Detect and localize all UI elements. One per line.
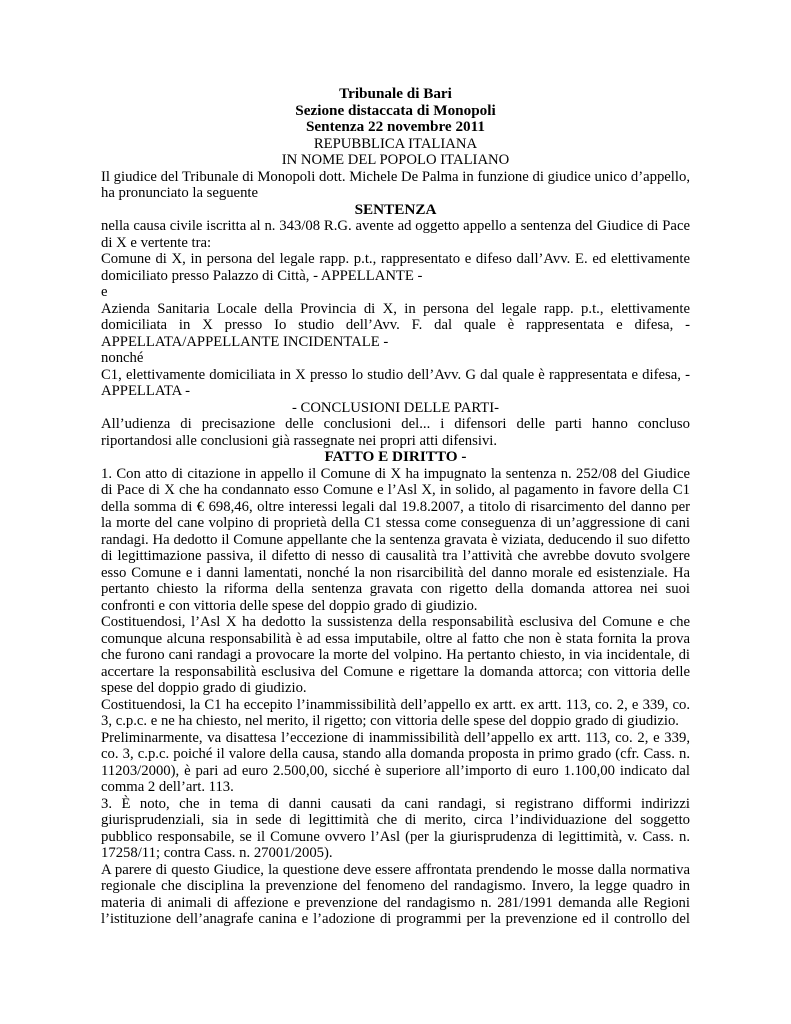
fatto-paragraph: Preliminarmente, va disattesa l’eccezione di inammissibilità dell’appello ex artt. 113, co. 2, e 339, co. 3, c.p.c. poiché il valore della causa, stando alla domanda proposta in primo grado (cfr. Cass. n. 11203/2000), è pari ad euro 2.500,00, sicché è superiore all’importo di euro 1.100,00 indicato dal comma 2 dell’art. 113. xyxy=(101,729,690,795)
conclusioni-paragraph: All’udienza di precisazione delle conclusioni del... i difensori delle parti hanno concluso riportandosi alle conclusioni già rassegnate nei propri atti difensivi. xyxy=(101,416,690,449)
intro-paragraph: Il giudice del Tribunale di Monopoli dott. Michele De Palma in funzione di giudice unico d’appello, ha pronunciato la seguente xyxy=(101,168,690,201)
sentence-date: Sentenza 22 novembre 2011 xyxy=(305,118,485,135)
fatto-title: FATTO E DIRITTO - xyxy=(324,448,467,465)
case-paragraph: nella causa civile iscritta al n. 343/08 R.G. avente ad oggetto appello a sentenza del Giudice di Pace di X e vertente tra: xyxy=(101,218,690,251)
conclusioni-title: - CONCLUSIONI DELLE PARTI- xyxy=(291,399,500,416)
appellant-paragraph: Comune di X, in persona del legale rapp. p.t., rappresentato e difeso dall’Avv. E. ed elettivamente domiciliato presso Palazzo di Città, - APPELLANTE - xyxy=(101,251,690,284)
fatto-paragraph: 1. Con atto di citazione in appello il Comune di X ha impugnato la sentenza n. 252/08 del Giudice di Pace di X che ha condannato esso Comune e l’Asl X, in solido, al pagamento in favore della C1 della somma di € 698,46, oltre interessi legali dal 19.8.2007, a titolo di risarcimento del danno per la morte del cane volpino di proprietà della C1 stessa come conseguenza di un’aggressione di cani randagi. Ha dedotto il Comune appellante che la sentenza gravata è viziata, deducendo il suo difetto di legittimazione passiva, il difetto di nesso di causalità tra l’attività che avrebbe dovuto svolgere esso Comune e i danni lamentati, nonché la non risarcibilità del danno morale ed esistenziale. Ha pertanto chiesto la riforma della sentenza gravata con rigetto della domanda attorea nei suoi confronti e con vittoria delle spese del doppio grado di giudizio. xyxy=(101,465,690,614)
fatto-paragraph: A parere di questo Giudice, la questione deve essere affrontata prendendo le mosse dalla normativa regionale che disciplina la prevenzione del fenomeno del randagismo. Invero, la legge quadro in materia di animali di affezione e prevenzione del randagismo n. 281/1991 demanda alle Regioni l’istituzione dell’anagrafe canina e l’adozione di programmi per la prevenzione ed il controllo del xyxy=(101,861,690,927)
fatto-paragraph: 3. È noto, che in tema di danni causati da cani randagi, si registrano difformi indirizzi giurisprudenziali, sia in sede di legittimità che di merito, circa l’individuazione del soggetto pubblico responsabile, se il Comune ovvero l’Asl (per la giurisprudenza di legittimità, v. Cass. n. 17258/11; contra Cass. n. 27001/2005). xyxy=(101,795,690,861)
people-heading: IN NOME DEL POPOLO ITALIANO xyxy=(281,152,510,168)
sentenza-title: SENTENZA xyxy=(354,200,437,218)
asl-paragraph: Azienda Sanitaria Locale della Provincia di X, in persona del legale rapp. p.t., elettivamente domiciliata in X presso Io studio dell’Avv. F. dal quale è rappresentata e difesa, - APPELLATA/APPELLANTE INCIDENTALE - xyxy=(101,300,690,350)
nonche-line: nonché xyxy=(101,350,144,366)
fatto-paragraph: Costituendosi, la C1 ha eccepito l’inammissibilità dell’appello ex artt. ex artt. 113, co. 2, e 339, co. 3, c.p.c. e ne ha chiesto, nel merito, il rigetto; con vittoria delle spese del doppio grado di giudizio. xyxy=(101,696,690,729)
and-line: e xyxy=(101,284,108,300)
republic-heading: REPUBBLICA ITALIANA xyxy=(313,135,478,152)
court-section: Sezione distaccata di Monopoli xyxy=(295,101,496,119)
c1-paragraph: C1, elettivamente domiciliata in X presso lo studio dell’Avv. G dal quale è rappresentata e difesa, - APPELLATA - xyxy=(101,366,690,399)
court-name: Tribunale di Bari xyxy=(339,85,452,102)
fatto-paragraph: Costituendosi, l’Asl X ha dedotto la sussistenza della responsabilità esclusiva del Comune e che comunque alcuna responsabilità è ad essa imputabile, oltre al fatto che non è stata fornita la prova che furono cani randagi a provocare la morte del volpino. Ha pertanto chiesto, in via incidentale, di accertare la responsabilità esclusiva del Comune e rigettare la domanda attorca; con vittoria delle spese del doppio grado di giudizio. xyxy=(101,614,690,696)
document-body xyxy=(101,86,690,928)
